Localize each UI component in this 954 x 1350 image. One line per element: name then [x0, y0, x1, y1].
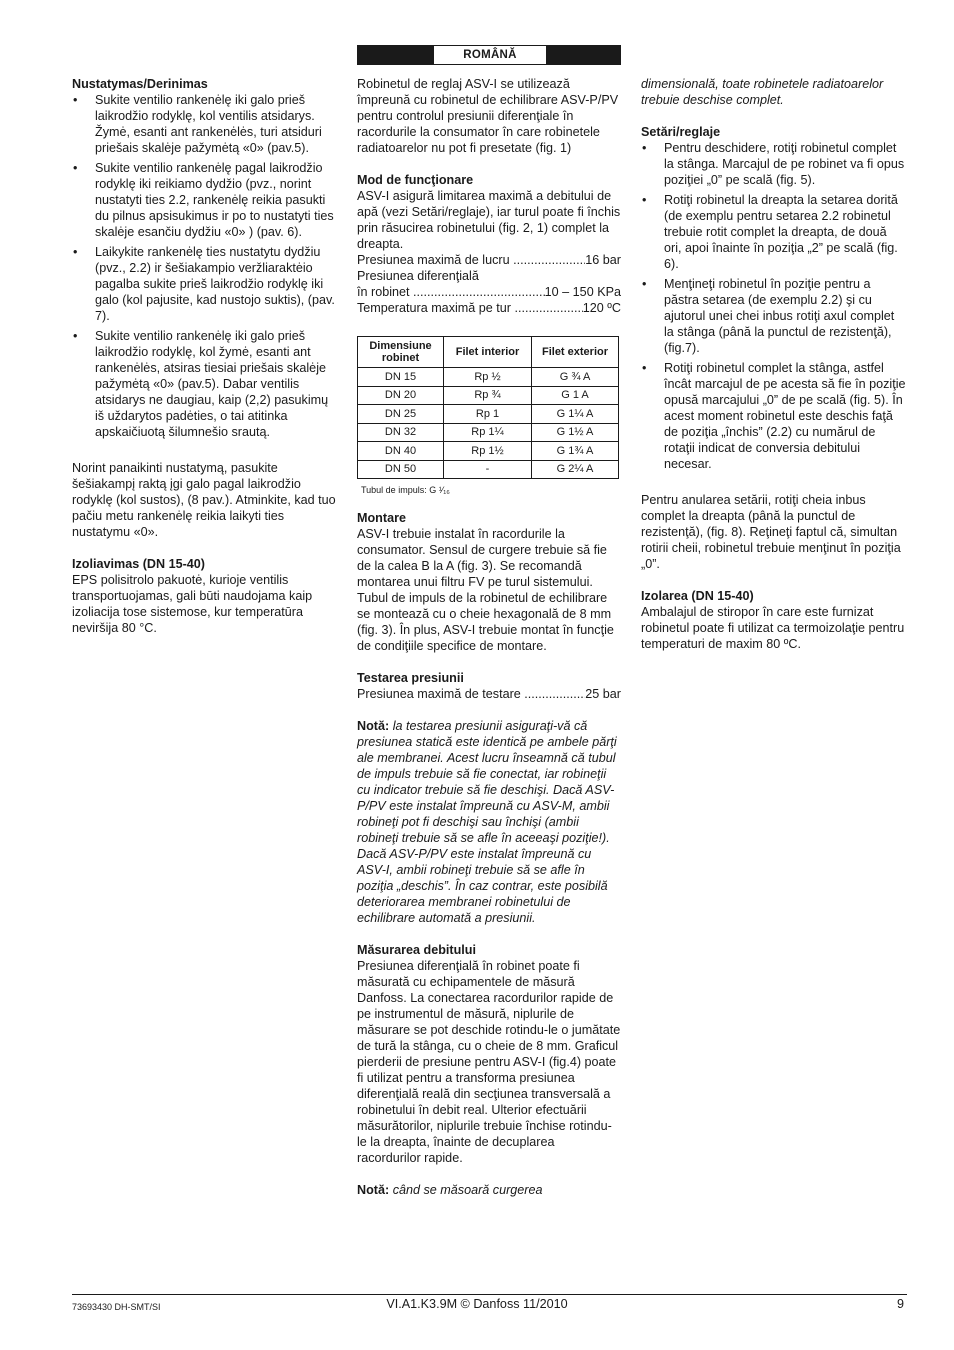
table-row: DN 20 Rp ¾ G 1 A [358, 386, 619, 405]
table-row: DN 25 Rp 1 G 1¼ A [358, 405, 619, 424]
impulse-tube-note: Tubul de impuls: G ¹⁄₁₆ [361, 485, 450, 495]
heading-operation: Mod de funcţionare [357, 173, 474, 187]
heading-insulation-lt: Izoliavimas (DN 15-40) [72, 557, 205, 571]
insulation-paragraph-lt: EPS polisitrolo pakuotė, kurioje ventilis transportuojamas, gali būti naudojama kaip izoliacija tose sistemose, kur temperatūra neviršija 80 °C. [72, 573, 313, 635]
spec-diff-pressure: în robinet ..... 10 – 150 KPa [357, 284, 621, 300]
heading-insulation: Izolarea (DN 15-40) [641, 589, 754, 603]
list-item: • Sukite ventilio rankenėlę iki galo prieš laikrodžio rodyklę, kol žymė, esanti ant rankenėlės, atsiras tiesiai priešais skalėje pažymėtą «0» (pav.5). Dabar ventilis atsidarys ne daugiau, kaip (2,2) pasukimų iš uždarytos padėties, o tai atitinka apskaičiuotą šilumnešio srautą. [73, 329, 329, 439]
list-item: • Sukite ventilio rankenėlę iki galo prieš laikrodžio rodyklę, kol ventilis atsidarys. Žymė, esanti ant rankenėlės, turi atsiduri priešais skalėje pažymėtą «0» (pav.5). [73, 93, 322, 155]
table-row: DN 50 - G 2¼ A [358, 460, 619, 479]
footer-document-code: 73693430 DH-SMT/SI [72, 1302, 161, 1312]
footer-divider [72, 1294, 907, 1295]
column-header: Filet interior [444, 337, 532, 368]
spec-max-pressure: Presiunea maximă de lucru ..... 16 bar [357, 252, 621, 268]
settings-steps-list [641, 140, 907, 472]
bullet-icon: • [73, 245, 78, 259]
list-item: • Sukite ventilio rankenėlę pagal laikrodžio rodyklę iki reikiamo dydžio (pvz., norint nustatyti ties 2.2, rankenėlę reikia pasukti du pilnus apsisukimus ir po to nustatyti ties skalėje esančiu dydžiu «0» ) (pav. 6). [73, 161, 334, 239]
note-continuation: dimensională, toate robinetele radiatoarelor trebuie deschise complet. [641, 77, 884, 107]
table-row: DN 40 Rp 1½ G 1¾ A [358, 442, 619, 461]
column-lithuanian [72, 76, 336, 636]
insulation-paragraph: Ambalajul de stiropor în care este furnizat robinetul poate fi utilizat ca termoizolaţie pentru temperaturi de maxim 80 ºC. [641, 605, 905, 651]
list-item: • Rotiţi robinetul complet la stânga, astfel încât marcajul de pe acesta să fie în poziţie opusă marcajului „0” de pe scală (fig. 5). În acest moment robinetul este deschis faţă de poziţia „închis” (2.2) cu numărul de rotaţii indicat de conversia debitului necesar. [642, 361, 906, 471]
pressure-test-note: Notă: la testarea presiunii asiguraţi-vă că presiunea statică este identică pe ambele părţi ale membranei. Acest lucru înseamnă că tubul de impuls trebuie să fie conectat, iar robineţii cu indicator trebuie să fie deschişi. Dacă ASV-P/PV este instalat împreună cu ASV-M, ambii robineţi pot fi deschişi sau închişi (ambii robineţi trebuie să se afle în aceeaşi poziţie!). Dacă ASV-P/PV este instalat împreună cu ASV-I, ambii robineţi trebuie să se afle în poziţia „deschis”. În caz contrar, este posibilă deteriorarea membranei robinetului de echilibrare automată a presiunii. [357, 719, 617, 925]
spec-test-pressure: Presiunea maximă de testare ..... 25 bar [357, 686, 621, 702]
bullet-icon: • [73, 329, 78, 343]
bullet-icon: • [642, 361, 647, 375]
bullet-icon: • [642, 141, 647, 155]
intro-paragraph: Robinetul de reglaj ASV-I se utilizează împreună cu robinetul de echilibrare ASV-P/PV pentru controlul presiunii diferenţiale în racordurile la consumator în care robinetele radiatoarelor nu pot fi presetate (fig. 1) [357, 77, 619, 155]
operation-paragraph: ASV-I asigură limitarea maximă a debitului de apă (vezi Setări/reglaje), iar turul poate fi închis prin răsucirea robinetului (fig. 2, 1) complet la dreapta. [357, 189, 621, 251]
table-row: DN 15 Rp ½ G ¾ A [358, 368, 619, 387]
bullet-icon: • [73, 93, 78, 107]
table-header-row [358, 337, 619, 368]
list-item: • Pentru deschidere, rotiţi robinetul complet la stânga. Marcajul de pe robinet va fi opus poziţiei „0” pe scală (fig. 5). [642, 141, 905, 187]
dimensions-table [357, 336, 619, 479]
language-label: ROMÂNĂ [434, 46, 546, 64]
column-romanian-1 [357, 76, 621, 1198]
column-header: Filet exterior [532, 337, 619, 368]
spec-diff-pressure-label: Presiunea diferenţială [357, 269, 479, 283]
bullet-icon: • [642, 193, 647, 207]
flow-measurement-paragraph: Presiunea diferenţială în robinet poate fi măsurată cu echipamentele de măsură Danfoss. La conectarea racordurilor rapide de pe instrumentul de măsură, niplurile de măsurare se pot deschide rotindu-le o jumătate de tură la stânga, cu o cheie de 8 mm. Graficul pierderii de presiune pentru ASV-I (fig.4) poate fi utilizat pentru a transforma presiunea diferenţială reală din secţiunea transversală a robinetului în debit real. Ulterior efectuării măsurătorilor, niplurile trebuie închise rotindu-le la dreapta, înainte de decuplarea racordurilor rapide. [357, 959, 621, 1165]
bullet-icon: • [73, 161, 78, 175]
list-item: • Rotiţi robinetul la dreapta la setarea dorită (de exemplu pentru setarea 2.2 robinetul trebuie rotit complet la dreapta, de două ori, apoi înainte în poziţia „2” pe scală (fig. 6). [642, 193, 898, 271]
column-header: Dimensiune robinet [358, 337, 444, 368]
list-item: • Menţineţi robinetul în poziţie pentru a păstra setarea (de exemplu 2.2) şi cu ajutorul unei chei inbus rotiţi axul complet la stânga (până la punctul de rezistenţă), (fig.7). [642, 277, 895, 355]
cancel-setting-paragraph: Pentru anularea setării, rotiţi cheia inbus complet la dreapta (până la punctul de rezistenţă), (fig. 8). Reţineţi faptul că, simultan rotirii cheii, robinetul trebuie menţinut în poziţia „0”. [641, 493, 901, 571]
mounting-paragraph: ASV-I trebuie instalat în racordurile la consumator. Sensul de curgere trebuie să fie de la calea B la A (fig. 3). Se recomandă montarea unui filtru FV pe turul sistemului. Tubul de impuls de la robinetul de echilibrare se montează cu o cheie hexagonală de 8 mm (fig. 3). În plus, ASV-I trebuie montat în funcţie de condiţiile specifice de montare. [357, 527, 614, 653]
language-header-bar [357, 45, 621, 65]
page-number: 9 [896, 1297, 904, 1311]
setting-steps-list-lt [72, 92, 336, 440]
cancel-setting-paragraph-lt: Norint panaikinti nustatymą, pasukite šešiakampį raktą įgi galo pagal laikrodžio rodyklę (kol sustos), (8 pav.). Atminkite, kad tuo pačiu metu rankenėlę reikia laikyti ties nustatymu «0». [72, 461, 336, 539]
heading-mounting: Montare [357, 511, 406, 525]
spec-max-temperature: Temperatura maximă pe tur ..... 120 ºC [357, 300, 621, 316]
column-romanian-2 [641, 76, 907, 652]
heading-setting-lt: Nustatymas/Derinimas [72, 77, 208, 91]
bullet-icon: • [642, 277, 647, 291]
table-row: DN 32 Rp 1¼ G 1½ A [358, 423, 619, 442]
heading-settings: Setări/reglaje [641, 125, 721, 139]
footer-reference: VI.A1.K3.9M © Danfoss 11/2010 [386, 1297, 568, 1311]
heading-flow-measurement: Măsurarea debitului [357, 943, 476, 957]
heading-pressure-testing: Testarea presiunii [357, 671, 464, 685]
list-item: • Laikykite rankenėlę ties nustatytu dydžiu (pvz., 2.2) ir šešiakampio veržliaraktėio pagalba sukite prieš laikrodžio rodyklę iki galo (kol pajusite, kad nustojo suktis), (pav. 7). [73, 245, 335, 323]
flow-measurement-note: Notă: când se măsoară curgerea [357, 1183, 543, 1197]
